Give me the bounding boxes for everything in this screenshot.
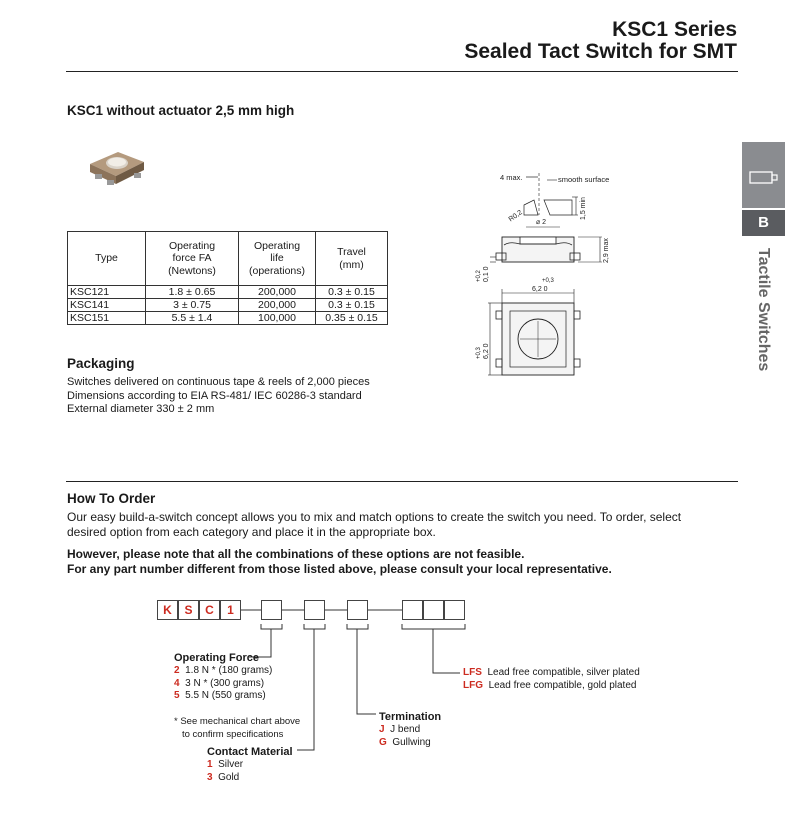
dim-1-5-min: 1,5 min xyxy=(580,197,587,220)
col-header-travel: Travel (mm) xyxy=(316,232,388,286)
table-row xyxy=(68,299,388,312)
code-prefix-box: K xyxy=(157,600,178,620)
code-prefix-box: S xyxy=(178,600,199,620)
cell-travel: 0.3 ± 0.15 xyxy=(316,299,388,312)
cell-life: 200,000 xyxy=(239,286,316,299)
section-divider xyxy=(66,481,738,482)
option-item[interactable]: J J bend xyxy=(379,724,421,735)
operating-force-list xyxy=(174,665,272,703)
dim-side-val: 0,1 0 xyxy=(483,266,490,282)
contact-material-list xyxy=(207,759,243,784)
dim-2-9-max: 2,9 max xyxy=(603,238,610,263)
option-item[interactable]: 1 Silver xyxy=(207,759,244,770)
smooth-surface-label: smooth surface xyxy=(558,175,610,184)
option-item[interactable]: LFS Lead free compatible, silver plated xyxy=(463,667,640,678)
option-item[interactable]: 2 1.8 N * (180 grams) xyxy=(174,665,273,676)
spec-table xyxy=(67,231,388,325)
side-tab-label: Tactile Switches xyxy=(755,248,772,372)
cell-travel: 0.35 ± 0.15 xyxy=(316,312,388,325)
how-to-order-heading: How To Order xyxy=(67,491,156,506)
termination-title: Termination xyxy=(379,711,442,723)
col-header-type: Type xyxy=(68,232,146,286)
note-line: For any part number different from those listed above, please consult your local representative. xyxy=(67,562,612,576)
code-prefix-box: 1 xyxy=(220,600,241,620)
cell-travel: 0.3 ± 0.15 xyxy=(316,286,388,299)
cell-life: 100,000 xyxy=(239,312,316,325)
header-divider xyxy=(66,71,738,72)
operating-force-title: Operating Force xyxy=(174,652,259,664)
dim-side-tol: +0,2 xyxy=(476,270,482,282)
col-header-life: Operating life (operations) xyxy=(239,232,316,286)
side-tab-letter[interactable]: B xyxy=(742,210,785,236)
table-row xyxy=(68,286,388,299)
note-line: However, please note that all the combinations of these options are not feasible. xyxy=(67,547,525,561)
packaging-line: Switches delivered on continuous tape & reels of 2,000 pieces xyxy=(67,376,370,388)
operating-force-footnote: * See mechanical chart above to confirm specifications xyxy=(174,716,301,740)
switch-icon xyxy=(742,142,785,208)
dim-height-val: 6,2 0 xyxy=(483,343,490,359)
dim-r02: R0,2 xyxy=(507,209,524,224)
option-item[interactable]: LFG Lead free compatible, gold plated xyxy=(463,679,637,691)
cell-force: 1.8 ± 0.65 xyxy=(146,286,239,299)
code-prefix-box: C xyxy=(199,600,220,620)
page-title-product: Sealed Tact Switch for SMT xyxy=(464,40,737,63)
side-tab-icon-block[interactable] xyxy=(742,142,785,208)
product-photo xyxy=(82,140,152,195)
option-item[interactable]: 4 3 N * (300 grams) xyxy=(174,677,265,689)
table-row xyxy=(68,312,388,325)
section-heading: KSC1 without actuator 2,5 mm high xyxy=(67,103,295,118)
dim-height-tol: +0,3 xyxy=(476,347,482,359)
finish-list xyxy=(463,667,640,692)
how-to-order-intro xyxy=(67,510,737,540)
dim-width-tol: +0,3 xyxy=(542,278,554,284)
spec-table-header-row xyxy=(68,232,388,286)
packaging-line: Dimensions according to EIA RS-481/ IEC 60286-3 standard xyxy=(67,389,362,402)
packaging-heading: Packaging xyxy=(67,356,135,371)
option-item[interactable]: 3 Gold xyxy=(207,771,240,783)
cell-type: KSC151 xyxy=(68,312,146,325)
cell-life: 200,000 xyxy=(239,299,316,312)
cell-force: 3 ± 0.75 xyxy=(146,299,239,312)
dim-4max: 4 max. xyxy=(500,173,523,182)
cell-force: 5.5 ± 1.4 xyxy=(146,312,239,325)
page-title-series: KSC1 Series xyxy=(612,18,737,41)
intro-line: Our easy build-a-switch concept allows you to mix and match options to create the switch you need. To order, select xyxy=(67,510,682,524)
option-item[interactable]: G Gullwing xyxy=(379,736,431,748)
cell-type: KSC141 xyxy=(68,299,146,312)
intro-line: desired option from each category and place it in the appropriate box. xyxy=(67,525,436,539)
technical-drawing xyxy=(460,165,620,390)
cell-type: KSC121 xyxy=(68,286,146,299)
packaging-text xyxy=(67,376,370,417)
col-header-force: Operating force FA (Newtons) xyxy=(146,232,239,286)
how-to-order-note xyxy=(67,547,737,577)
termination-list xyxy=(379,724,431,749)
packaging-line: External diameter 330 ± 2 mm xyxy=(67,403,215,415)
option-item[interactable]: 5 5.5 N (550 grams) xyxy=(174,690,266,701)
dim-d2: ⌀ 2 xyxy=(536,219,547,226)
contact-material-title: Contact Material xyxy=(207,746,293,758)
dim-width-val: 6,2 0 xyxy=(532,286,548,293)
